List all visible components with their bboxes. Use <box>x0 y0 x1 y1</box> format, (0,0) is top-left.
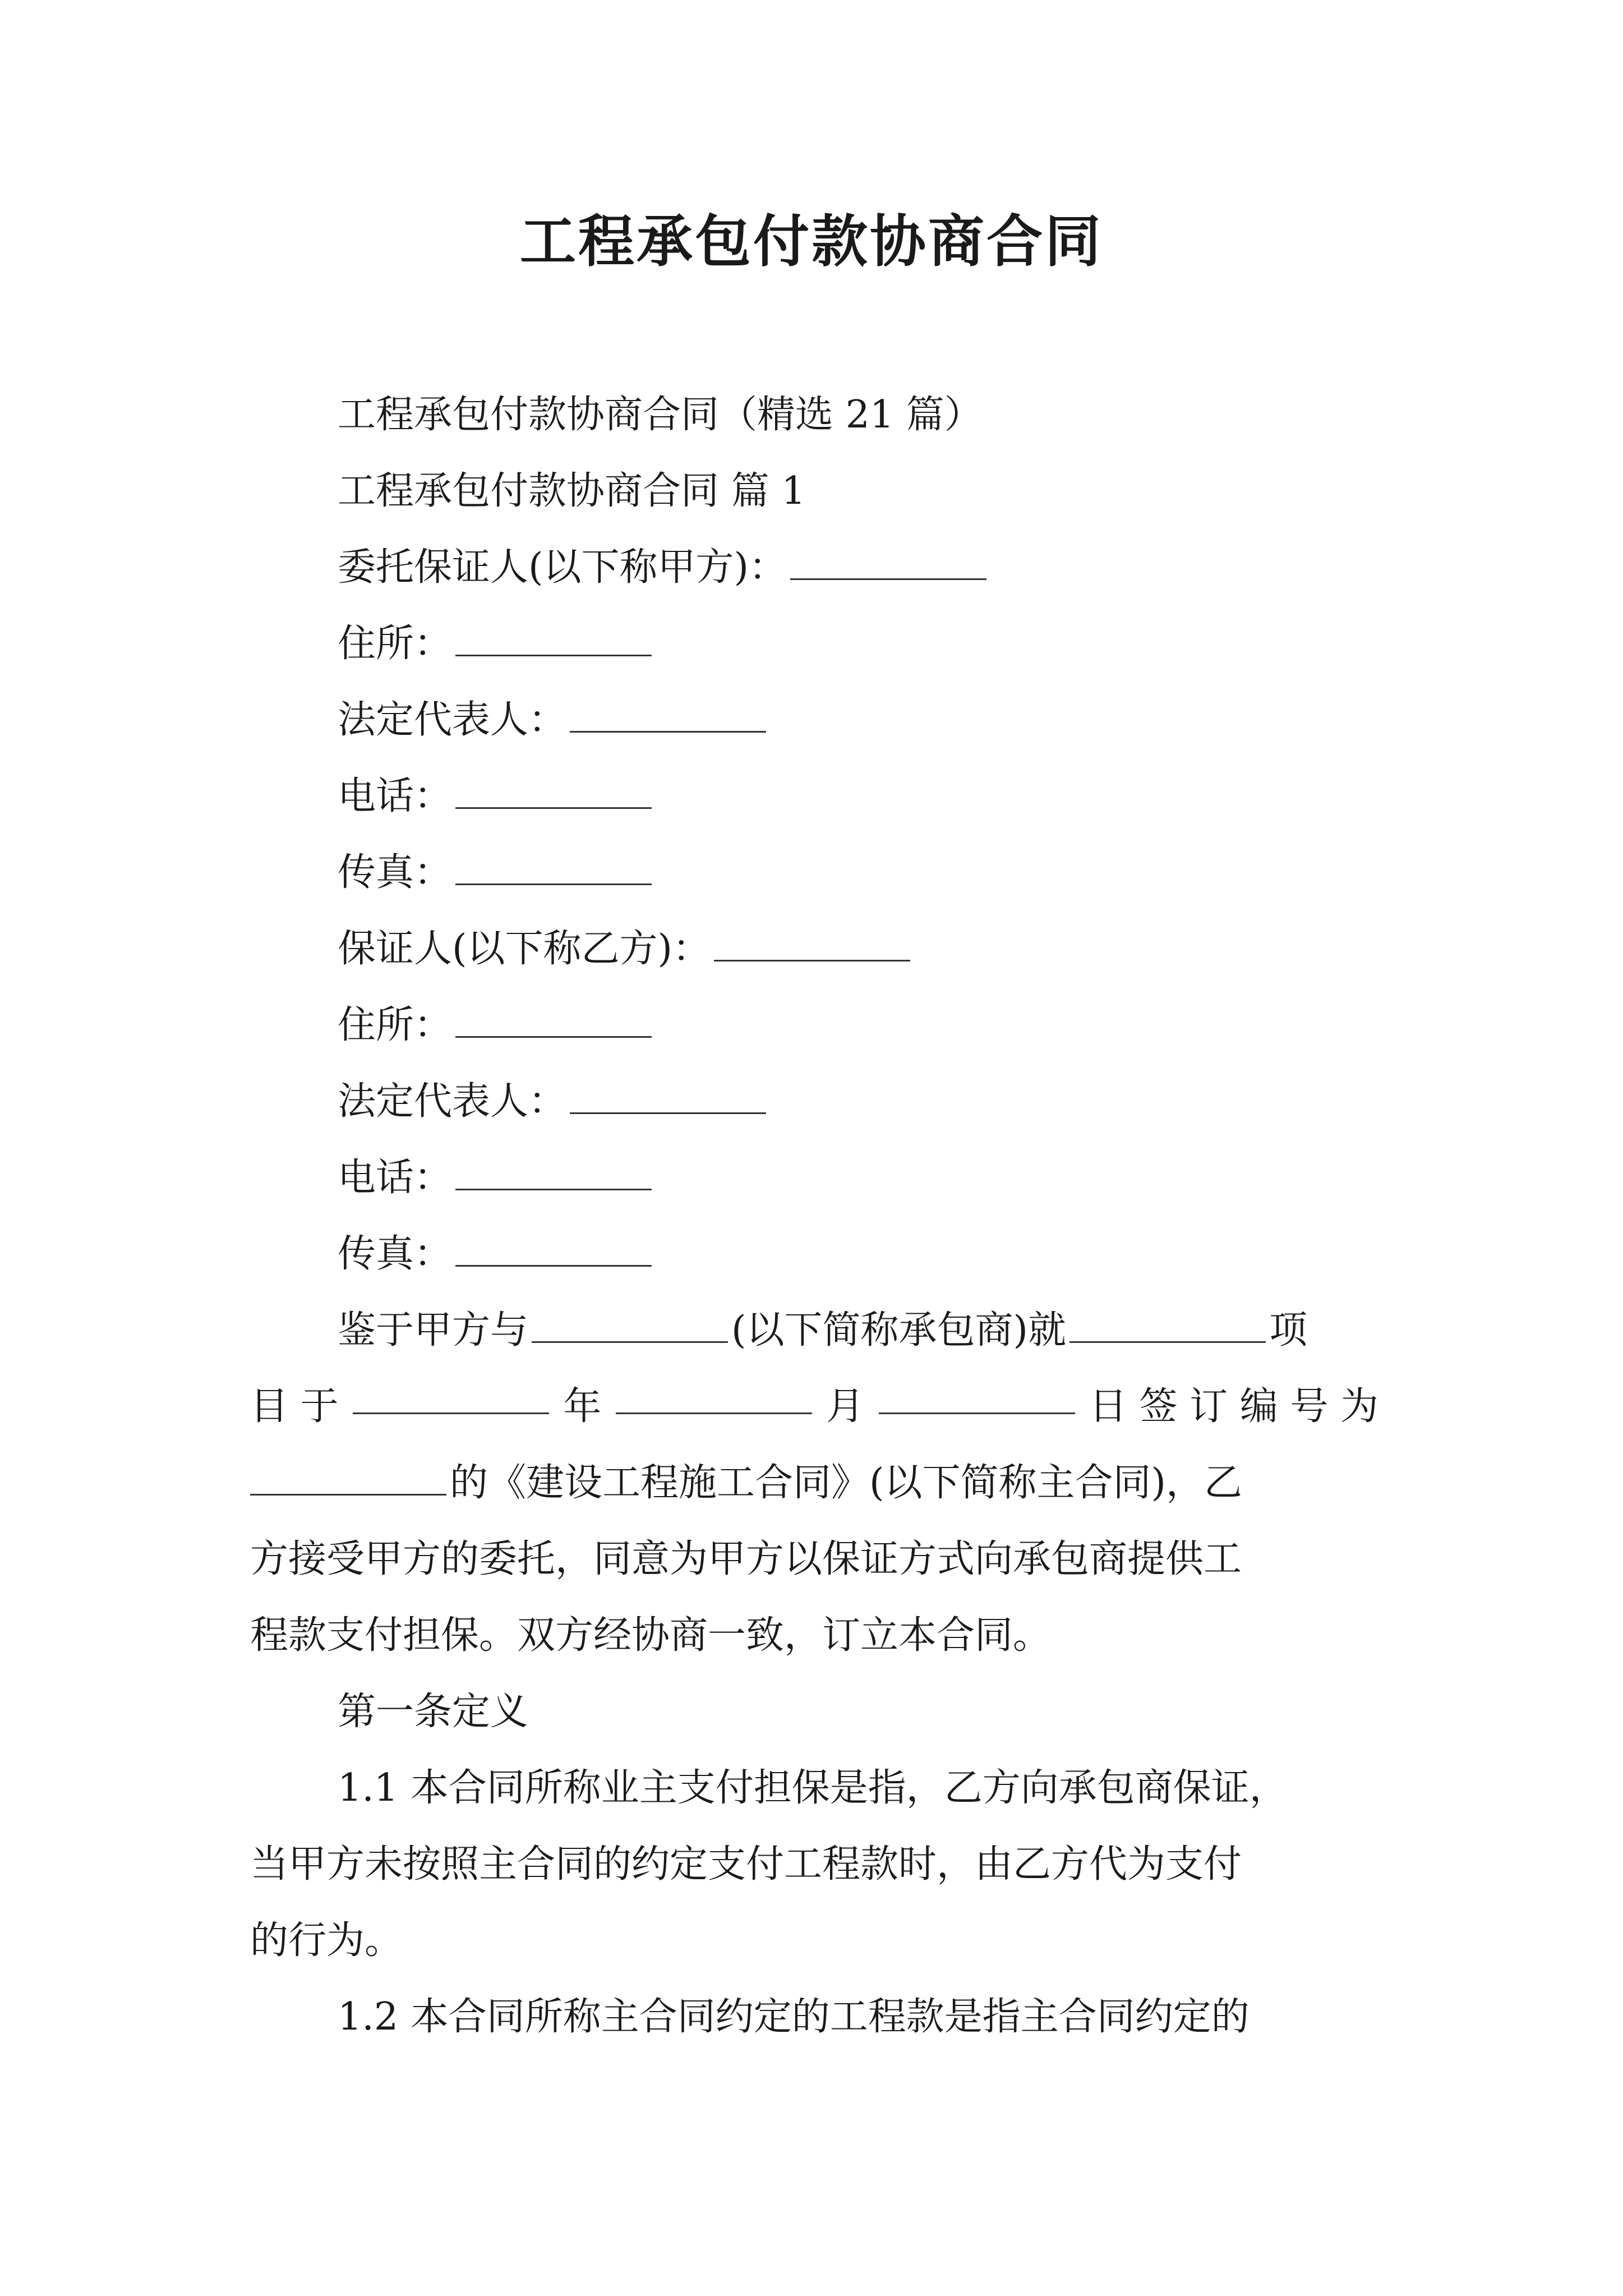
party-a-blank <box>790 545 986 580</box>
party-a-phone-line <box>338 769 655 825</box>
preamble-line-3 <box>250 1455 1242 1511</box>
party-a-address-label: 住所： <box>338 622 453 666</box>
party-b-fax-label: 传真： <box>338 1232 453 1276</box>
party-a-fax-blank <box>455 850 652 885</box>
preamble-text: 项 <box>1269 1308 1308 1352</box>
preamble-text: 鉴于甲方与 <box>338 1308 529 1352</box>
party-b-rep-blank <box>570 1079 766 1114</box>
preamble-line-4: 方接受甲方的委托，同意为甲方以保证方式向承包商提供工 <box>250 1537 1242 1581</box>
party-a-fax-line <box>338 845 655 901</box>
party-b-label: 保证人(以下称乙方)： <box>338 927 711 971</box>
preamble-line-5: 程款支付担保。双方经协商一致，订立本合同。 <box>250 1613 1052 1658</box>
subtitle: 工程承包付款协商合同（精选 21 篇） <box>338 393 983 437</box>
project-blank <box>1069 1308 1266 1343</box>
party-a-label: 委托保证人(以下称甲方)： <box>338 545 787 590</box>
article-heading: 工程承包付款协商合同 篇 1 <box>338 469 806 513</box>
party-b-phone-label: 电话： <box>338 1156 453 1200</box>
clause-1-1-line-1: 1.1 本合同所称业主支付担保是指，乙方向承包商保证， <box>338 1766 1288 1810</box>
preamble-text: 月 <box>826 1384 865 1429</box>
clause-1-1-line-3: 的行为。 <box>250 1918 403 1963</box>
party-b-fax-line <box>338 1226 655 1282</box>
clause-1-2-line-1: 1.2 本合同所称主合同约定的工程款是指主合同约定的 <box>338 1995 1249 2039</box>
party-b-address-line <box>338 997 655 1053</box>
party-b-phone-line <box>338 1150 655 1206</box>
party-a-phone-label: 电话： <box>338 774 453 818</box>
party-a-fax-label: 传真： <box>338 850 453 895</box>
preamble-text: 的《建设工程施工合同》(以下简称主合同)，乙 <box>450 1461 1243 1505</box>
preamble-text: 目 于 <box>250 1384 339 1429</box>
party-a-rep-blank <box>570 697 766 733</box>
clause-1-1-line-2: 当甲方未按照主合同的约定支付工程款时，由乙方代为支付 <box>250 1842 1242 1887</box>
year-blank <box>353 1379 549 1414</box>
party-a-rep-label: 法定代表人： <box>338 698 567 742</box>
party-b-rep-label: 法定代表人： <box>338 1079 567 1124</box>
section-1-heading: 第一条定义 <box>338 1690 529 1734</box>
preamble-line-2 <box>250 1379 1378 1435</box>
party-a-address-line <box>338 616 655 672</box>
party-b-address-blank <box>455 1002 652 1038</box>
party-b-address-label: 住所： <box>338 1003 453 1047</box>
day-blank <box>879 1379 1075 1414</box>
party-b-fax-blank <box>455 1231 652 1267</box>
party-b-line <box>338 921 914 977</box>
party-b-blank <box>714 926 910 961</box>
preamble-text: 日 签 订 编 号 为 <box>1089 1384 1378 1429</box>
month-blank <box>616 1379 812 1414</box>
contract-number-blank <box>250 1460 446 1496</box>
contractor-blank <box>532 1308 728 1343</box>
preamble-line-1 <box>338 1303 1307 1359</box>
party-a-address-blank <box>455 621 652 656</box>
page-title: 工程承包付款协商合同 <box>520 208 1103 274</box>
party-a-line <box>338 540 990 596</box>
preamble-text: 年 <box>563 1384 602 1429</box>
party-a-phone-blank <box>455 774 652 809</box>
party-b-phone-blank <box>455 1155 652 1190</box>
party-b-rep-line <box>338 1074 769 1130</box>
party-a-rep-line <box>338 692 769 748</box>
preamble-text: (以下简称承包商)就 <box>731 1308 1067 1352</box>
